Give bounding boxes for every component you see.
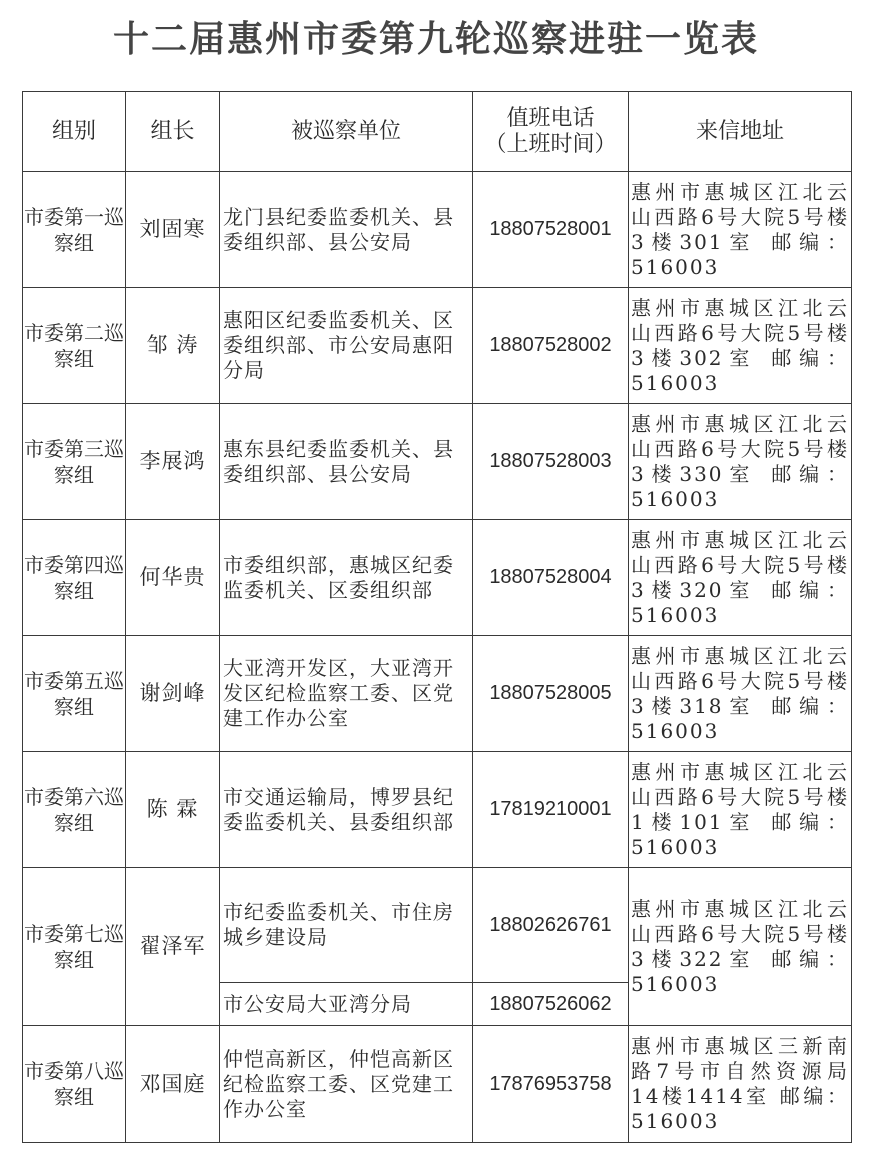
units-cell: 市委组织部，惠城区纪委监委机关、区委组织部 [220,520,473,636]
leader-cell: 邹 涛 [126,288,220,404]
address-cell: 惠州市惠城区江北云山西路6号大院5号楼3楼302室 邮编：516003 [629,288,852,404]
units-cell: 惠东县纪委监委机关、县委组织部、县公安局 [220,404,473,520]
group-cell: 市委第六巡察组 [23,752,126,868]
address-cell: 惠州市惠城区江北云山西路6号大院5号楼3楼330室 邮编：516003 [629,404,852,520]
group-cell: 市委第一巡察组 [23,172,126,288]
address-cell: 惠州市惠城区三新南路7号市自然资源局14楼1414室 邮编：516003 [629,1026,852,1143]
leader-cell: 刘固寒 [126,172,220,288]
group-cell: 市委第三巡察组 [23,404,126,520]
group-cell: 市委第七巡察组 [23,868,126,1026]
header-units: 被巡察单位 [220,92,473,172]
units-cell: 仲恺高新区，仲恺高新区纪检监察工委、区党建工作办公室 [220,1026,473,1143]
group-cell: 市委第八巡察组 [23,1026,126,1143]
table-row [23,1026,852,1143]
header-phone-line2: （上班时间） [484,131,617,157]
leader-cell: 邓国庭 [126,1026,220,1143]
phone-cell: 18807528003 [473,404,629,520]
page-title: 十二届惠州市委第九轮巡察进驻一览表 [112,19,759,60]
phone-cell: 18802626761 [473,868,629,983]
table-header-row [23,92,852,172]
leader-cell: 何华贵 [126,520,220,636]
table-row [23,868,852,983]
leader-cell: 翟泽军 [126,868,220,1026]
inspection-table [22,91,852,1143]
phone-cell: 17876953758 [473,1026,629,1143]
header-leader: 组长 [126,92,220,172]
units-cell: 龙门县纪委监委机关、县委组织部、县公安局 [220,172,473,288]
phone-cell: 18807528001 [473,172,629,288]
leader-cell: 陈 霖 [126,752,220,868]
header-group: 组别 [23,92,126,172]
units-cell: 市交通运输局，博罗县纪委监委机关、县委组织部 [220,752,473,868]
phone-cell: 18807526062 [473,983,629,1026]
table-row [23,636,852,752]
units-cell: 惠阳区纪委监委机关、区委组织部、市公安局惠阳分局 [220,288,473,404]
group-cell: 市委第五巡察组 [23,636,126,752]
header-address: 来信地址 [629,92,852,172]
group-cell: 市委第二巡察组 [23,288,126,404]
table-row [23,752,852,868]
table-row [23,172,852,288]
table-row [23,288,852,404]
phone-cell: 18807528002 [473,288,629,404]
header-phone [473,92,629,172]
address-cell: 惠州市惠城区江北云山西路6号大院5号楼3楼318室 邮编：516003 [629,636,852,752]
table-row [23,520,852,636]
address-cell: 惠州市惠城区江北云山西路6号大院5号楼3楼320室 邮编：516003 [629,520,852,636]
leader-cell: 李展鸿 [126,404,220,520]
phone-cell: 17819210001 [473,752,629,868]
phone-cell: 18807528004 [473,520,629,636]
phone-cell: 18807528005 [473,636,629,752]
address-cell: 惠州市惠城区江北云山西路6号大院5号楼1楼101室 邮编：516003 [629,752,852,868]
units-cell: 市纪委监委机关、市住房城乡建设局 [220,868,473,983]
leader-cell: 谢剑峰 [126,636,220,752]
group-cell: 市委第四巡察组 [23,520,126,636]
units-cell: 市公安局大亚湾分局 [220,983,473,1026]
address-cell: 惠州市惠城区江北云山西路6号大院5号楼3楼301室 邮编：516003 [629,172,852,288]
units-cell: 大亚湾开发区，大亚湾开发区纪检监察工委、区党建工作办公室 [220,636,473,752]
address-cell: 惠州市惠城区江北云山西路6号大院5号楼3楼322室 邮编：516003 [629,868,852,1026]
header-phone-line1: 值班电话 [506,105,595,131]
table-row [23,404,852,520]
